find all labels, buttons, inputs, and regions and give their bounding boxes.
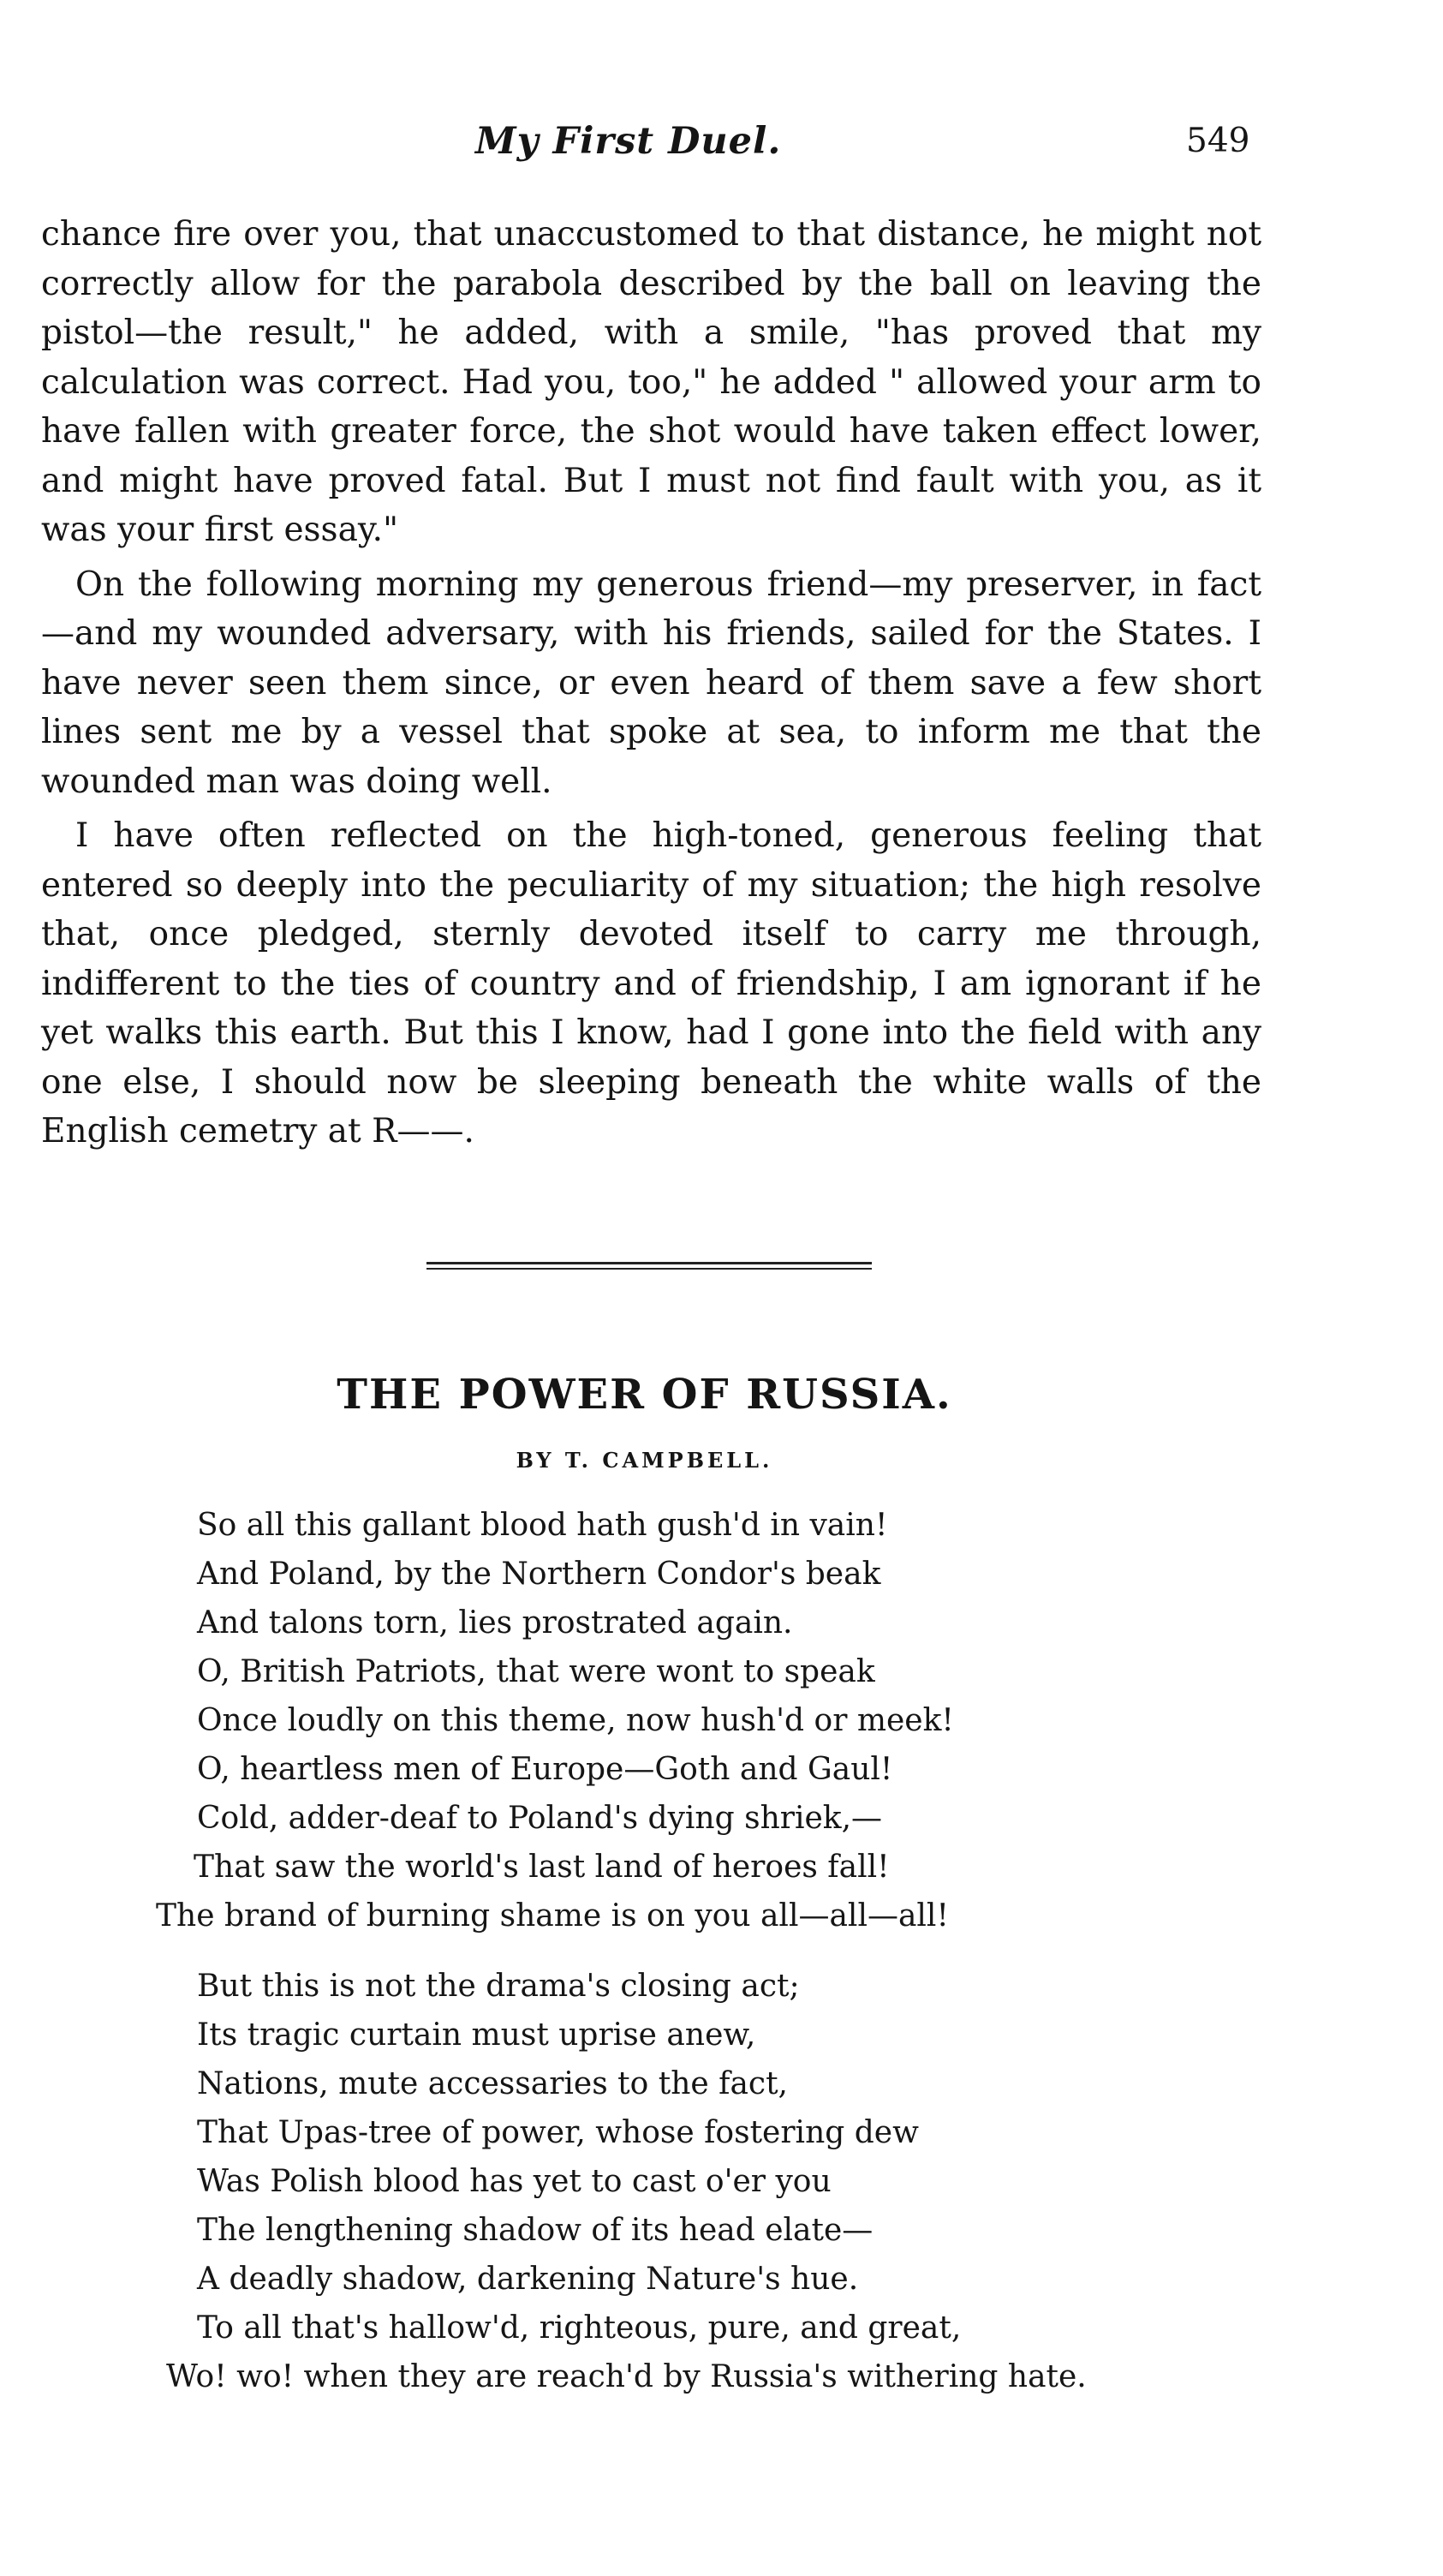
stanza (166, 1962, 1267, 2401)
verse-line: And talons torn, lies prostrated again. (197, 1605, 793, 1641)
verse-line: And Poland, by the Northern Condor's beak (197, 1557, 881, 1592)
verse-line: But this is not the drama's closing act; (197, 1969, 800, 2004)
verse-line: So all this gallant blood hath gush'd in vain! (197, 1508, 888, 1543)
verse-line: Was Polish blood has yet to cast o'er you (197, 2164, 832, 2199)
verse-line: Nations, mute accessaries to the fact, (197, 2066, 788, 2101)
verse-line: The lengthening shadow of its head elate— (197, 2213, 874, 2248)
section-divider (426, 1262, 872, 1264)
verse-line: Cold, adder-deaf to Poland's dying shriek,— (197, 1801, 883, 1836)
verse-line: Wo! wo! when they are reach'd by Russia's withering hate. (166, 2359, 1087, 2394)
verse-line: Its tragic curtain must uprise anew, (197, 2017, 756, 2053)
paragraph: chance fire over you, that unaccustomed to that distance, he might not correctly allow for the parabola described by the ball on leaving the pistol—the result," he added, with a smile, "has proved that my calculation was correct. Had you, too," he added " allowed your arm to have fallen with greater force, the shot would have taken effect lower, and might have proved fatal. But I must not find fault with you, as it was your first essay." (41, 215, 1261, 549)
verse-line: A deadly shadow, darkening Nature's hue. (197, 2262, 859, 2297)
verse-line: The brand of burning shame is on you all—all—all! (156, 1898, 949, 1933)
poem-byline: BY T. CAMPBELL. (516, 1448, 773, 1473)
verse-line: That Upas-tree of power, whose fostering dew (197, 2115, 919, 2150)
paragraph: I have often reflected on the high-toned, generous feeling that entered so deeply into the peculiarity of my situation; the high resolve that, once pledged, sternly devoted itself to carry me through, indifferent to the ties of country and of friendship, I am ignorant if he yet walks this earth. But this I know, had I gone into the field with any one else, I should now be sleeping beneath the white walls of the English cemetry at R——. (41, 816, 1261, 1151)
verse-line: Once loudly on this theme, now hush'd or meek! (197, 1703, 954, 1738)
paragraph: On the following morning my generous friend—my preserver, in fact—and my wounded adversary, with his friends, sailed for the States. I have never seen them since, or even heard of them save a few short lines sent me by a vessel that spoke at sea, to inform me that the wounded man was doing well. (41, 565, 1261, 801)
verse-line: To all that's hallow'd, righteous, pure, and great, (197, 2310, 962, 2346)
poem-title: THE POWER OF RUSSIA. (337, 1371, 952, 1419)
running-head (0, 120, 1443, 171)
running-title: My First Duel. (475, 120, 782, 163)
verse-line: O, British Patriots, that were wont to speak (197, 1654, 875, 1689)
verse-line: That saw the world's last land of heroes fall! (194, 1850, 890, 1885)
story-text (41, 210, 1261, 1162)
verse-line: O, heartless men of Europe—Goth and Gaul! (197, 1752, 893, 1787)
page-number: 549 (1186, 122, 1250, 160)
stanza (156, 1501, 1267, 1940)
